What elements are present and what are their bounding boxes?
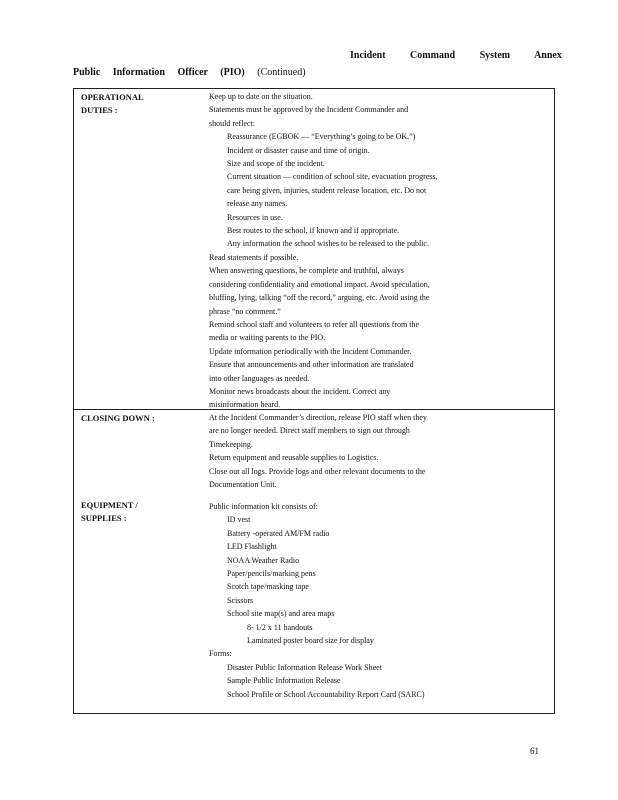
bullet-text: Laminated poster board size for display bbox=[247, 636, 374, 646]
bullet-text: Scotch tape/masking tape bbox=[227, 582, 309, 592]
bullet-continuation: release any names. bbox=[227, 199, 288, 209]
bullet-item bbox=[209, 237, 539, 250]
bullet-item bbox=[209, 211, 539, 224]
continued-label: (Continued) bbox=[257, 67, 306, 78]
bullet-item bbox=[209, 688, 539, 701]
bullet-box-icon bbox=[229, 621, 247, 634]
bullet-text: Disaster Public Information Release Work Sheet bbox=[227, 662, 382, 672]
bullet-box-icon bbox=[209, 130, 227, 143]
text-line: phrase “no comment.” bbox=[209, 306, 281, 316]
text-line: At the Incident Commander’s direction, release PIO staff when they bbox=[209, 413, 427, 422]
text-line: Forms: bbox=[209, 649, 232, 659]
bullet-text: Scissors bbox=[227, 595, 254, 605]
bullet-box-icon bbox=[209, 567, 227, 580]
text-line: into other languages as needed. bbox=[209, 373, 310, 383]
text-line: Update information periodically with the Incident Commander. bbox=[209, 346, 412, 356]
operational-label-line2: DUTIES : bbox=[81, 105, 118, 115]
text-line: considering confidentiality and emotional impact. Avoid speculation, bbox=[209, 279, 430, 289]
bullet-box-icon bbox=[209, 688, 227, 701]
bullet-item bbox=[209, 540, 539, 553]
bullet-text: Any information the school wishes to be released to the public. bbox=[227, 239, 429, 249]
bullet-item bbox=[209, 580, 539, 593]
sub-bullet-item bbox=[209, 634, 539, 647]
bullet-box-icon bbox=[209, 157, 227, 170]
text-line: bluffing, lying, talking “off the record,” arguing, etc. Avoid using the bbox=[209, 293, 430, 303]
bullet-box-icon bbox=[209, 674, 227, 687]
bullet-text: LED Flashlight bbox=[227, 542, 277, 552]
bullet-item bbox=[209, 513, 539, 526]
sub-bullet-item bbox=[209, 621, 539, 634]
operational-label-line1: OPERATIONAL bbox=[81, 92, 144, 102]
bullet-box-icon bbox=[209, 554, 227, 567]
text-line: are no longer needed. Direct staff members to sign out through bbox=[209, 426, 410, 436]
bullet-box-icon bbox=[209, 580, 227, 593]
text-line: Monitor news broadcasts about the incident. Correct any bbox=[209, 386, 391, 396]
bullet-text: Sample Public Information Release bbox=[227, 676, 341, 686]
equipment-label bbox=[81, 499, 138, 525]
operational-duties-list bbox=[209, 90, 539, 412]
bullet-text: Paper/pencils/marking pens bbox=[227, 569, 316, 579]
bullet-item bbox=[209, 674, 539, 687]
section-divider bbox=[74, 409, 554, 410]
bullet-item bbox=[209, 157, 539, 170]
bullet-text: Current situation — condition of school site, evacuation progress, bbox=[227, 172, 438, 182]
text-line: Documentation Unit. bbox=[209, 480, 277, 490]
bullet-item bbox=[209, 554, 539, 567]
bullet-box-icon bbox=[209, 661, 227, 674]
bullet-text: ID vest bbox=[227, 515, 251, 525]
bullet-text: NOAA Weather Radio bbox=[227, 555, 300, 565]
text-line: Remind school staff and volunteers to refer all questions from the bbox=[209, 319, 420, 329]
bullet-item bbox=[209, 607, 539, 620]
bullet-item bbox=[209, 567, 539, 580]
bullet-item bbox=[209, 224, 539, 237]
bullet-text: Incident or disaster cause and time of origin. bbox=[227, 145, 370, 155]
bullet-box-icon bbox=[229, 634, 247, 647]
role-title-line bbox=[73, 67, 306, 78]
text-line: Public information kit consists of: bbox=[209, 502, 318, 511]
text-line: Close out all logs. Provide logs and other relevant documents to the bbox=[209, 466, 426, 476]
bullet-item bbox=[209, 594, 539, 607]
bullet-box-icon bbox=[209, 513, 227, 526]
text-line: media or waiting parents to the PIO. bbox=[209, 333, 326, 343]
bullet-text: Battery -operated AM/FM radio bbox=[227, 528, 330, 538]
text-line: Statements must be approved by the Incident Commander and bbox=[209, 105, 409, 115]
bullet-item bbox=[209, 661, 539, 674]
page-number: 61 bbox=[530, 746, 539, 756]
text-line: Ensure that announcements and other information are translated bbox=[209, 360, 414, 370]
bullet-box-icon bbox=[209, 224, 227, 237]
operational-label bbox=[81, 91, 144, 117]
bullet-box-icon bbox=[209, 607, 227, 620]
text-line: misinformation heard. bbox=[209, 400, 281, 410]
annex-title: Incident Command System Annex bbox=[350, 50, 562, 61]
text-line: Timekeeping. bbox=[209, 439, 253, 449]
closing-down-list bbox=[209, 411, 539, 491]
closing-down-label: CLOSING DOWN : bbox=[81, 413, 155, 423]
text-line: Read statements if possible. bbox=[209, 252, 299, 262]
bullet-text: Reassurance (EGBOK — “Everything’s going to be OK.”) bbox=[227, 132, 416, 142]
bullet-text: Best routes to the school, if known and if appropriate. bbox=[227, 226, 400, 236]
bullet-box-icon bbox=[209, 144, 227, 157]
bullet-continuation: care being given, injuries, student release location, etc. Do not bbox=[227, 185, 427, 195]
duties-table bbox=[73, 88, 555, 714]
bullet-text: Resources in use. bbox=[227, 212, 283, 222]
bullet-box-icon bbox=[209, 170, 227, 183]
bullet-item bbox=[209, 144, 539, 157]
equipment-supplies-list bbox=[209, 500, 539, 701]
equipment-label-line1: EQUIPMENT / bbox=[81, 500, 138, 510]
bullet-text: 8- 1/2 x 11 handouts bbox=[247, 622, 313, 632]
bullet-text: School site map(s) and area maps bbox=[227, 609, 335, 619]
equipment-label-line2: SUPPLIES : bbox=[81, 513, 127, 523]
bullet-item bbox=[209, 130, 539, 143]
text-line: Return equipment and reusable supplies to Logistics. bbox=[209, 453, 379, 463]
bullet-box-icon bbox=[209, 540, 227, 553]
bullet-item bbox=[209, 527, 539, 540]
bullet-box-icon bbox=[209, 527, 227, 540]
bullet-box-icon bbox=[209, 594, 227, 607]
bullet-box-icon bbox=[209, 237, 227, 250]
role-title: Public Information Officer (PIO) bbox=[73, 67, 245, 78]
text-line: When answering questions, be complete and truthful, always bbox=[209, 266, 404, 276]
bullet-item bbox=[209, 170, 539, 183]
text-line: should reflect: bbox=[209, 118, 255, 128]
bullet-text: School Profile or School Accountability Report Card (SARC) bbox=[227, 689, 425, 699]
bullet-box-icon bbox=[209, 211, 227, 224]
text-line: Keep up to date on the situation. bbox=[209, 92, 313, 101]
bullet-text: Size and scope of the incident. bbox=[227, 159, 325, 169]
